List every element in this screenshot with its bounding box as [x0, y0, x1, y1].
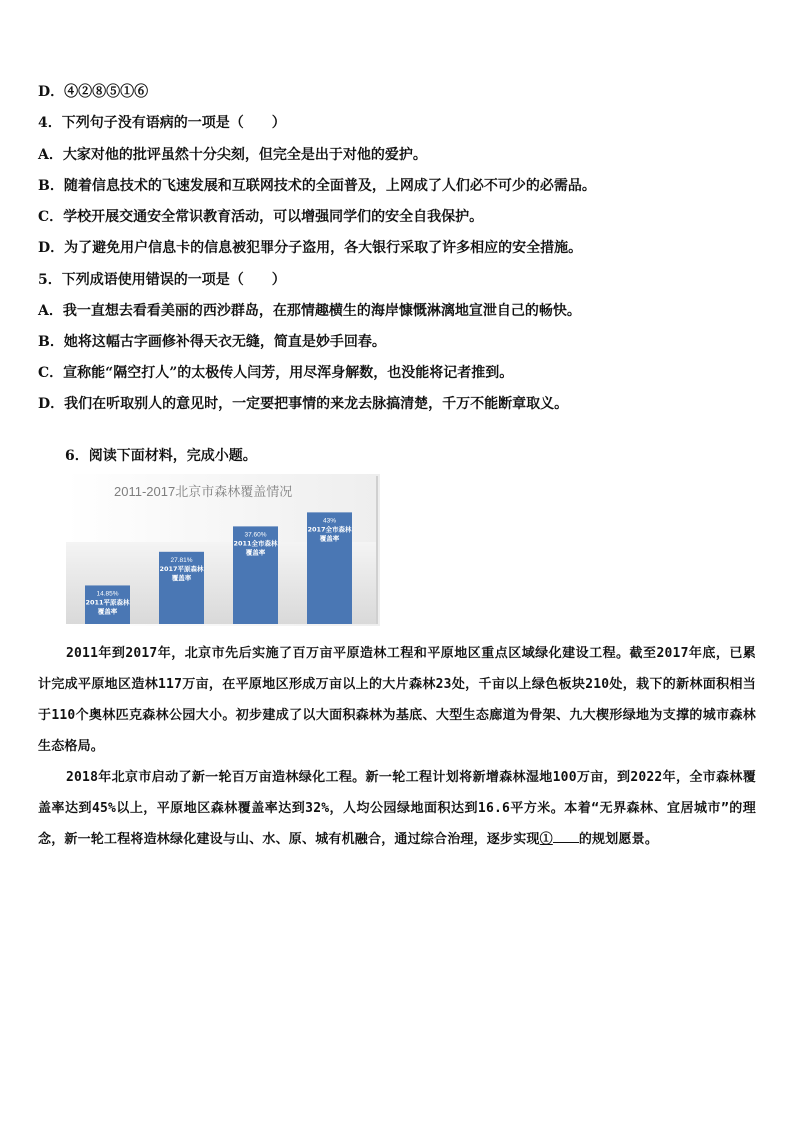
question-4-option-a: A．大家对他的批评虽然十分尖刻，但完全是出于对他的爱护。: [38, 147, 427, 163]
question-4-option-c: C．学校开展交通安全常识教育活动，可以增强同学们的安全自我保护。: [38, 209, 484, 225]
question-4-option-d: D．为了避免用户信息卡的信息被犯罪分子盗用，各大银行采取了许多相应的安全措施。: [38, 240, 583, 256]
chart-svg: [66, 474, 380, 626]
question-5-option-b: B．她将这幅古字画修补得天衣无缝，简直是妙手回春。: [38, 334, 386, 350]
material-paragraph-2: [38, 762, 756, 855]
question-5-option-a: A．我一直想去看看美丽的西沙群岛，在那情趣横生的海岸慷慨淋漓地宣泄自己的畅快。: [38, 303, 581, 319]
chart-right-edge: [376, 476, 378, 624]
forest-coverage-chart: [66, 474, 380, 626]
question-5-option-c: C．宣称能“隔空打人”的太极传人闫芳，用尽浑身解数，也没能将记者推到。: [38, 365, 514, 381]
paragraph-2-tail: 的规划愿景。: [578, 832, 659, 847]
chart-category-label: 覆盖率: [171, 573, 192, 582]
question-4-stem: 4．下列句子没有语病的一项是（ ）: [38, 115, 286, 131]
question-6-stem: 6．阅读下面材料，完成小题。: [65, 448, 257, 464]
chart-category-label: 2017全市森林: [307, 525, 352, 534]
chart-value-label: 27.81%: [170, 556, 193, 564]
chart-category-label: 2011全市森林: [233, 539, 278, 548]
material-paragraph-1: 2011年到2017年，北京市先后实施了百万亩平原造林工程和平原地区重点区域绿化建设工程。截至2017年底，已累计完成平原地区造林117万亩，在平原地区形成万亩以上的大片森林23处，千亩以上绿色板块210处，栽下的新林面积相当于110个奥林匹克森林公园大小。初步建成了以大面积森林为基底、大型生态廊道为骨架、九大楔形绿地为支撑的城市森林生态格局。: [38, 646, 756, 754]
chart-value-label: 14.85%: [96, 590, 119, 598]
question-5-option-d: D．我们在听取别人的意见时，一定要把事情的来龙去脉搞清楚，千万不能断章取义。: [38, 396, 569, 412]
chart-category-label: 覆盖率: [97, 607, 118, 616]
chart-category-label: 覆盖率: [319, 534, 340, 543]
paragraph-2-text: 2018年北京市启动了新一轮百万亩造林绿化工程。新一轮工程计划将新增森林湿地100万亩，到2022年，全市森林覆盖率达到45%以上，平原地区森林覆盖率达到32%，人均公园绿地面积达到16.6平方米。本着“无界森林、宜居城市”的理念，新一轮工程将造林绿化建设与山、水、原、城有机融合，通过综合治理，逐步实现: [38, 770, 756, 847]
chart-category-label: 2017平原森林: [159, 564, 204, 573]
question-4-option-b: B．随着信息技术的飞速发展和互联网技术的全面普及，上网成了人们必不可少的必需品。: [38, 178, 596, 194]
chart-title: 2011-2017北京市森林覆盖情况: [114, 484, 293, 499]
question-5-stem: 5．下列成语使用错误的一项是（ ）: [38, 272, 286, 288]
line-option-d-order: D．④②⑧⑤①⑥: [38, 84, 149, 100]
chart-value-label: 37.60%: [244, 531, 267, 539]
blank-marker: ①: [539, 832, 553, 847]
fill-in-blank[interactable]: [553, 828, 579, 843]
chart-category-label: 覆盖率: [245, 548, 266, 557]
chart-category-label: 2011平原森林: [85, 598, 130, 607]
chart-value-label: 43%: [322, 517, 337, 525]
